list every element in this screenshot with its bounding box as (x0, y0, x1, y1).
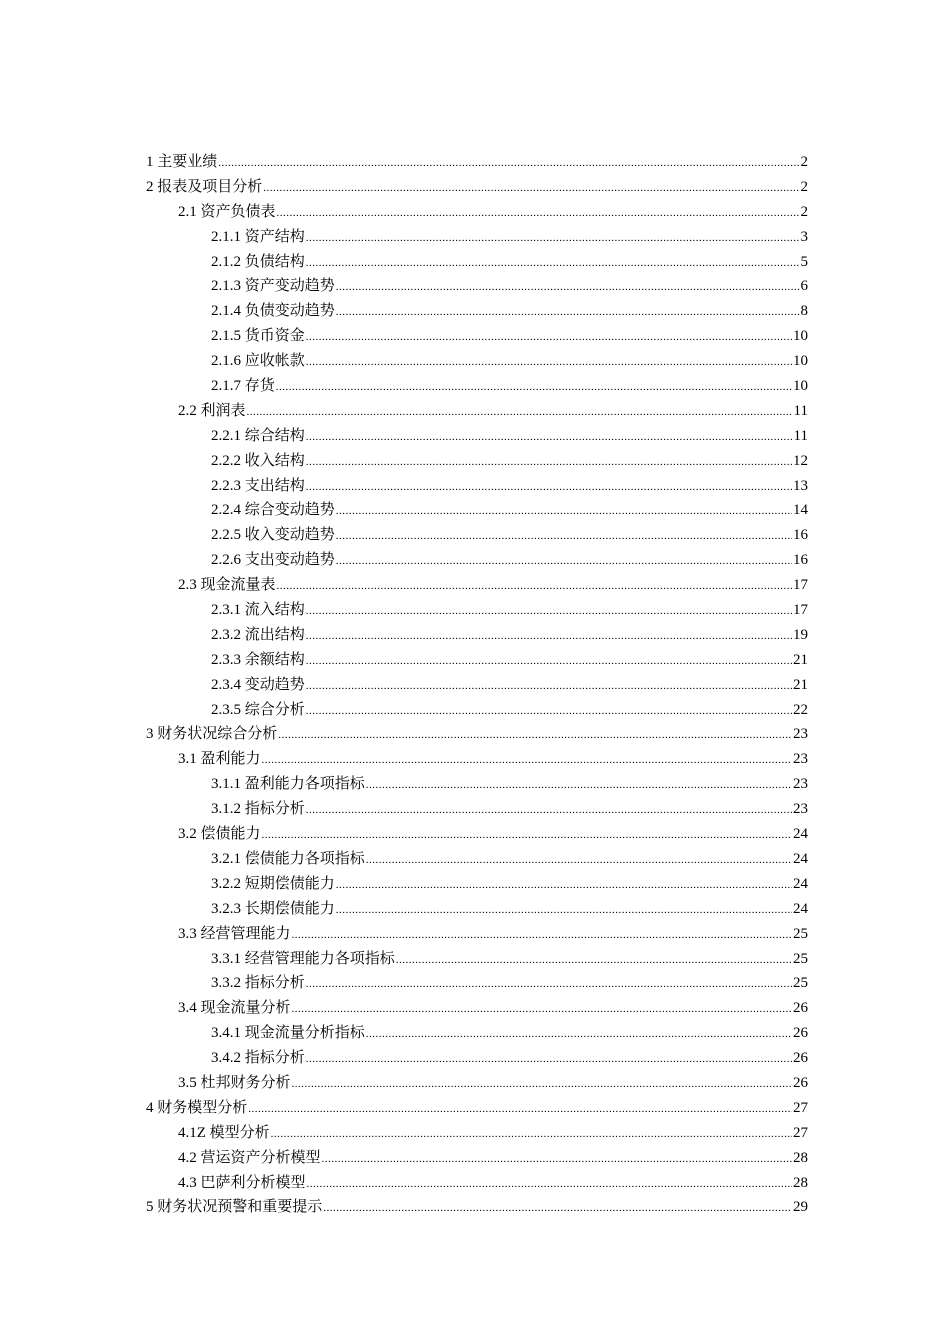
toc-entry-page-number: 25 (793, 950, 808, 967)
toc-entry-title: 2 报表及项目分析 (146, 178, 263, 195)
toc-entry-level-3[interactable] (146, 374, 808, 399)
toc-dot-leader (322, 1147, 792, 1172)
toc-entry-page-number: 10 (793, 353, 808, 370)
toc-dot-leader (306, 699, 792, 724)
toc-dot-leader (306, 649, 792, 674)
toc-dot-leader (278, 723, 792, 748)
toc-entry-title: 3.2 偿债能力 (178, 826, 261, 843)
toc-dot-leader (323, 1196, 792, 1221)
toc-entry-title: 2.2.1 综合结构 (211, 427, 305, 444)
toc-entry-title: 3.3.1 经营管理能力各项指标 (211, 950, 395, 967)
toc-entry-level-1[interactable] (146, 175, 808, 200)
toc-entry-title: 2.2.5 收入变动趋势 (211, 527, 335, 544)
toc-entry-title: 4.3 巴萨利分析模型 (178, 1174, 306, 1191)
toc-dot-leader (262, 748, 792, 773)
toc-entry-page-number: 11 (793, 402, 808, 419)
toc-entry-level-1[interactable] (146, 150, 808, 175)
toc-dot-leader (336, 898, 792, 923)
toc-entry-title: 2.1.5 货币资金 (211, 328, 305, 345)
toc-entry-title: 3.1.2 指标分析 (211, 801, 305, 818)
toc-entry-level-3[interactable] (146, 971, 808, 996)
toc-entry-level-2[interactable] (146, 1171, 808, 1196)
toc-entry-title: 5 财务状况预警和重要提示 (146, 1199, 323, 1216)
toc-entry-level-3[interactable] (146, 673, 808, 698)
toc-entry-page-number: 27 (793, 1099, 808, 1116)
toc-entry-page-number: 24 (793, 900, 808, 917)
toc-entry-page-number: 5 (800, 253, 808, 270)
toc-entry-level-2[interactable] (146, 747, 808, 772)
toc-entry-level-1[interactable] (146, 1195, 808, 1220)
toc-dot-leader (336, 549, 792, 574)
toc-entry-page-number: 2 (800, 154, 808, 170)
toc-entry-title: 3.3 经营管理能力 (178, 925, 291, 942)
toc-entry-level-3[interactable] (146, 1021, 808, 1046)
toc-entry-title: 2.1.3 资产变动趋势 (211, 278, 335, 295)
toc-dot-leader (292, 997, 792, 1022)
toc-entry-level-3[interactable] (146, 299, 808, 324)
toc-entry-level-3[interactable] (146, 523, 808, 548)
toc-entry-title: 4.1Z 模型分析 (178, 1124, 270, 1141)
toc-entry-title: 2.1 资产负债表 (178, 203, 276, 220)
toc-dot-leader (247, 400, 793, 425)
toc-entry-title: 3.2.3 长期偿债能力 (211, 900, 335, 917)
toc-entry-page-number: 12 (793, 452, 808, 469)
toc-dot-leader (306, 350, 792, 375)
toc-entry-page-number: 14 (793, 502, 808, 519)
toc-dot-leader (292, 923, 792, 948)
toc-entry-level-2[interactable] (146, 1121, 808, 1146)
toc-entry-level-2[interactable] (146, 1071, 808, 1096)
toc-entry-title: 2.2.4 综合变动趋势 (211, 502, 335, 519)
toc-entry-level-2[interactable] (146, 996, 808, 1021)
toc-entry-page-number: 24 (793, 875, 808, 892)
toc-entry-title: 2.1.6 应收帐款 (211, 353, 305, 370)
toc-entry-page-number: 10 (793, 328, 808, 345)
toc-dot-leader (306, 599, 792, 624)
toc-entry-level-1[interactable] (146, 722, 808, 747)
toc-entry-page-number: 26 (793, 1050, 808, 1067)
toc-dot-leader (292, 1072, 792, 1097)
toc-entry-title: 3 财务状况综合分析 (146, 726, 278, 743)
toc-entry-level-3[interactable] (146, 872, 808, 897)
toc-dot-leader (336, 275, 800, 300)
toc-entry-level-3[interactable] (146, 897, 808, 922)
toc-dot-leader (306, 475, 792, 500)
toc-dot-leader (277, 201, 800, 226)
toc-entry-level-3[interactable] (146, 274, 808, 299)
toc-dot-leader (336, 873, 792, 898)
toc-dot-leader (306, 972, 792, 997)
toc-entry-page-number: 2 (800, 178, 808, 195)
toc-entry-level-3[interactable] (146, 449, 808, 474)
toc-entry-level-3[interactable] (146, 324, 808, 349)
toc-entry-title: 1 主要业绩 (146, 154, 218, 170)
toc-entry-level-3[interactable] (146, 648, 808, 673)
toc-entry-page-number: 23 (793, 801, 808, 818)
toc-entry-level-3[interactable] (146, 498, 808, 523)
toc-entry-page-number: 17 (793, 577, 808, 594)
toc-entry-page-number: 13 (793, 477, 808, 494)
toc-dot-leader (276, 375, 792, 400)
toc-dot-leader (277, 574, 792, 599)
toc-entry-page-number: 19 (793, 626, 808, 643)
toc-entry-page-number: 24 (793, 850, 808, 867)
toc-entry-level-3[interactable] (146, 225, 808, 250)
toc-entry-page-number: 29 (793, 1199, 808, 1216)
toc-entry-title: 3.4.2 指标分析 (211, 1050, 305, 1067)
toc-entry-title: 3.1 盈利能力 (178, 751, 261, 768)
toc-entry-level-3[interactable] (146, 1046, 808, 1071)
toc-entry-title: 3.2.2 短期偿债能力 (211, 875, 335, 892)
toc-entry-title: 2.3.3 余额结构 (211, 651, 305, 668)
toc-entry-page-number: 26 (793, 1025, 808, 1042)
toc-entry-title: 2.1.4 负债变动趋势 (211, 303, 335, 320)
toc-entry-page-number: 16 (793, 552, 808, 569)
toc-entry-page-number: 25 (793, 975, 808, 992)
toc-entry-title: 3.4 现金流量分析 (178, 1000, 291, 1017)
toc-dot-leader (218, 151, 799, 176)
toc-entry-page-number: 23 (793, 751, 808, 768)
toc-entry-level-2[interactable] (146, 200, 808, 225)
toc-entry-level-3[interactable] (146, 947, 808, 972)
toc-dot-leader (306, 674, 792, 699)
toc-entry-title: 3.1.1 盈利能力各项指标 (211, 776, 365, 793)
toc-entry-title: 4.2 营运资产分析模型 (178, 1149, 321, 1166)
toc-entry-level-3[interactable] (146, 797, 808, 822)
toc-dot-leader (336, 499, 792, 524)
toc-entry-page-number: 16 (793, 527, 808, 544)
toc-entry-title: 3.3.2 指标分析 (211, 975, 305, 992)
toc-entry-title: 3.4.1 现金流量分析指标 (211, 1025, 365, 1042)
toc-entry-level-3[interactable] (146, 772, 808, 797)
toc-entry-page-number: 26 (793, 1074, 808, 1091)
toc-entry-page-number: 28 (793, 1174, 808, 1191)
toc-dot-leader (336, 300, 800, 325)
toc-entry-page-number: 23 (793, 726, 808, 743)
toc-entry-title: 2.1.2 负债结构 (211, 253, 305, 270)
toc-dot-leader (306, 624, 792, 649)
toc-entry-title: 2.2 利润表 (178, 402, 246, 419)
toc-entry-level-3[interactable] (146, 847, 808, 872)
toc-entry-level-2[interactable] (146, 1146, 808, 1171)
toc-dot-leader (262, 823, 792, 848)
toc-entry-title: 2.3 现金流量表 (178, 577, 276, 594)
table-of-contents (146, 150, 808, 1220)
toc-entry-level-3[interactable] (146, 548, 808, 573)
toc-entry-title: 3.2.1 偿债能力各项指标 (211, 850, 365, 867)
toc-dot-leader (306, 1047, 792, 1072)
toc-entry-page-number: 11 (793, 427, 808, 444)
toc-dot-leader (248, 1097, 792, 1122)
toc-entry-page-number: 21 (793, 676, 808, 693)
toc-entry-level-3[interactable] (146, 698, 808, 723)
toc-entry-page-number: 28 (793, 1149, 808, 1166)
toc-dot-leader (306, 226, 800, 251)
toc-entry-page-number: 27 (793, 1124, 808, 1141)
toc-entry-page-number: 25 (793, 925, 808, 942)
toc-dot-leader (366, 1022, 792, 1047)
toc-dot-leader (306, 325, 792, 350)
toc-entry-title: 2.3.2 流出结构 (211, 626, 305, 643)
toc-entry-title: 2.2.2 收入结构 (211, 452, 305, 469)
toc-entry-title: 2.1.1 资产结构 (211, 228, 305, 245)
toc-entry-title: 4 财务模型分析 (146, 1099, 248, 1116)
toc-entry-page-number: 6 (800, 278, 808, 295)
toc-entry-title: 2.2.3 支出结构 (211, 477, 305, 494)
toc-entry-level-3[interactable] (146, 623, 808, 648)
toc-entry-page-number: 8 (800, 303, 808, 320)
toc-entry-level-3[interactable] (146, 424, 808, 449)
toc-entry-page-number: 2 (800, 203, 808, 220)
toc-entry-title: 2.2.6 支出变动趋势 (211, 552, 335, 569)
toc-entry-level-2[interactable] (146, 922, 808, 947)
toc-entry-level-3[interactable] (146, 598, 808, 623)
toc-entry-page-number: 26 (793, 1000, 808, 1017)
toc-entry-level-2[interactable] (146, 822, 808, 847)
toc-dot-leader (306, 425, 793, 450)
toc-dot-leader (271, 1122, 792, 1147)
toc-entry-page-number: 22 (793, 701, 808, 718)
toc-entry-title: 2.3.5 综合分析 (211, 701, 305, 718)
toc-entry-page-number: 3 (800, 228, 808, 245)
toc-entry-title: 2.1.7 存货 (211, 378, 275, 395)
toc-entry-level-2[interactable] (146, 399, 808, 424)
toc-dot-leader (263, 176, 799, 201)
toc-dot-leader (366, 848, 792, 873)
toc-dot-leader (306, 450, 792, 475)
toc-dot-leader (366, 773, 792, 798)
toc-entry-page-number: 17 (793, 602, 808, 619)
toc-entry-page-number: 21 (793, 651, 808, 668)
toc-entry-level-3[interactable] (146, 349, 808, 374)
toc-dot-leader (306, 251, 800, 276)
toc-dot-leader (307, 1172, 792, 1197)
toc-entry-page-number: 10 (793, 378, 808, 395)
toc-entry-level-3[interactable] (146, 250, 808, 275)
toc-dot-leader (336, 524, 792, 549)
toc-entry-title: 3.5 杜邦财务分析 (178, 1074, 291, 1091)
toc-entry-page-number: 24 (793, 826, 808, 843)
toc-dot-leader (306, 798, 792, 823)
toc-entry-level-3[interactable] (146, 474, 808, 499)
toc-entry-level-1[interactable] (146, 1096, 808, 1121)
toc-entry-page-number: 23 (793, 776, 808, 793)
toc-dot-leader (396, 948, 792, 973)
toc-entry-title: 2.3.1 流入结构 (211, 602, 305, 619)
toc-entry-title: 2.3.4 变动趋势 (211, 676, 305, 693)
toc-entry-level-2[interactable] (146, 573, 808, 598)
